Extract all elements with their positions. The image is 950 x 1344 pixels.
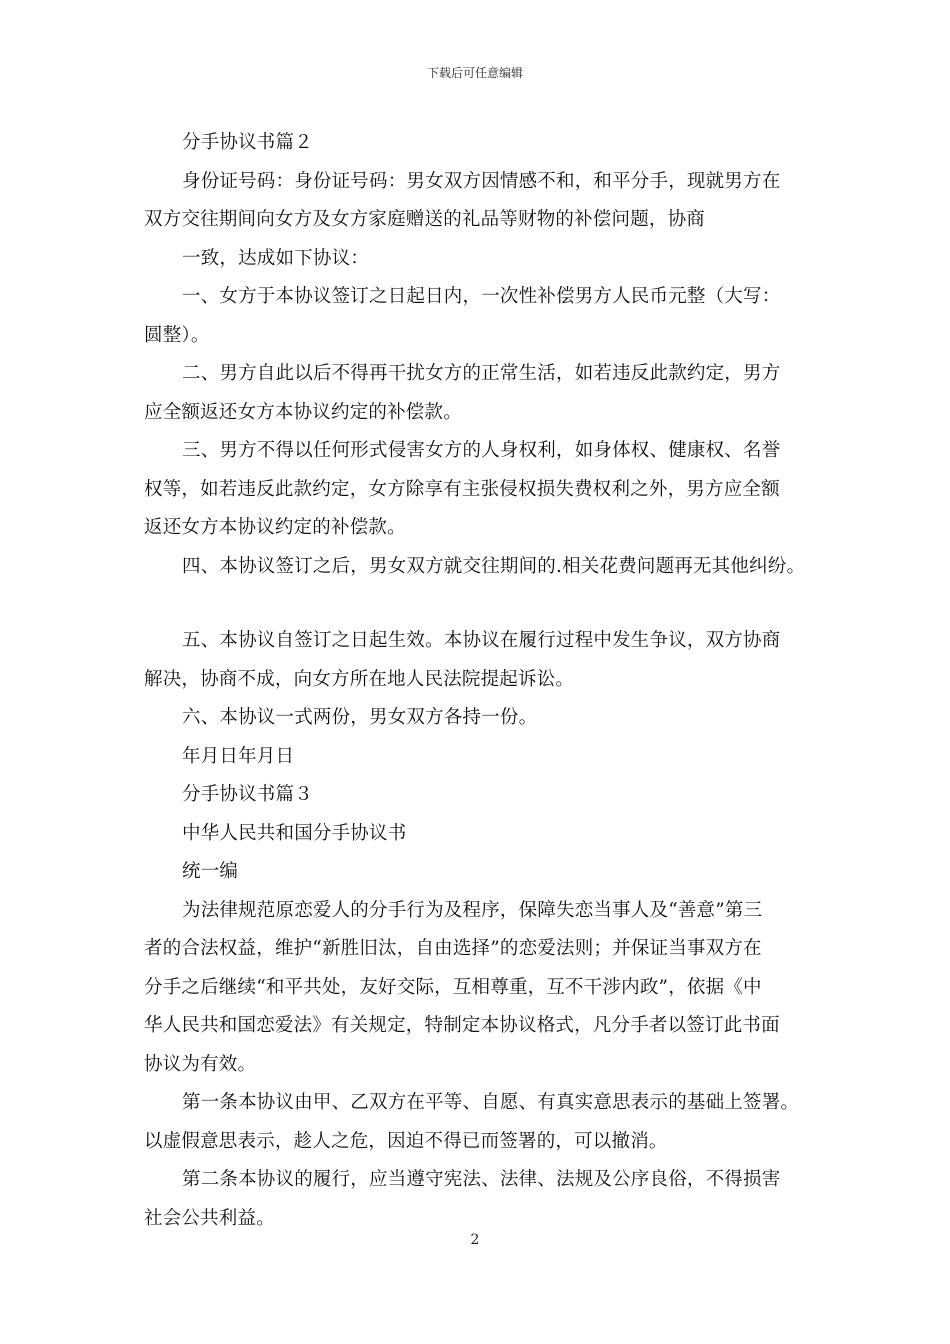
date-line: 年月日年月日 — [182, 745, 295, 767]
paragraph-line: 以虚假意思表示，趁人之危，因迫不得已而签署的，可以撤消。 — [144, 1130, 668, 1152]
paragraph-line: 三、男方不得以任何形式侵害女方的人身权利，如身体权、健康权、名誉 — [182, 440, 781, 461]
paragraph-line: 身份证号码：身份证号码：男女双方因情感不和，和平分手，现就男方在 — [182, 170, 781, 192]
paragraph-line: 华人民共和国恋爱法》有关规定，特制定本协议格式，凡分手者以签订此书面 — [144, 1015, 780, 1036]
paragraph-line: 返还女方本协议约定的补偿款。 — [144, 517, 406, 538]
paragraph-line: 第二条本协议的履行，应当遵守宪法、法律、法规及公序良俗，不得损害 — [182, 1169, 781, 1190]
section-title: 分手协议书篇３ — [182, 784, 313, 805]
paragraph-line: 双方交往期间向女方及女方家庭赠送的礼品等财物的补偿问题，协商 — [144, 209, 706, 230]
paragraph-line: 五、本协议自签订之日起生效。本协议在履行过程中发生争议，双方协商 — [182, 630, 781, 651]
paragraph-line: 权等，如若违反此款约定，女方除享有主张侵权损失费权利之外，男方应全额 — [144, 478, 780, 500]
document-body — [144, 124, 808, 1238]
paragraph-line: 一、女方于本协议签订之日起日内，一次性补偿男方人民币元整（大写： — [182, 286, 781, 307]
page-header: 下载后可任意编辑 — [426, 66, 523, 80]
paragraph-gap — [144, 586, 808, 622]
paragraph-line: 分手之后继续“和平共处，友好交际，互相尊重，互不干涉内政”，依据《中 — [144, 976, 762, 998]
paragraph-line: 六、本协议一式两份，男女双方各持一份。 — [182, 707, 538, 728]
paragraph-line: 应全额返还女方本协议约定的补偿款。 — [144, 401, 462, 423]
paragraph-line: 为法律规范原恋爱人的分手行为及程序，保障失恋当事人及“善意”第三 — [182, 899, 763, 921]
paragraph-line: 社会公共利益。 — [144, 1207, 275, 1229]
paragraph-line: 解决，协商不成，向女方所在地人民法院提起诉讼。 — [144, 668, 575, 690]
paragraph-line: 一致，达成如下协议： — [182, 247, 370, 269]
paragraph-line: 协议为有效。 — [144, 1053, 257, 1075]
paragraph-line: 圆整）。 — [144, 324, 210, 346]
paragraph-line: 二、男方自此以后不得再干扰女方的正常生活，如若违反此款约定，男方 — [182, 363, 781, 384]
paragraph-line: 第一条本协议由甲、乙双方在平等、自愿、有真实意思表示的基础上签署。 — [182, 1092, 800, 1113]
page-number: 2 — [470, 1232, 480, 1248]
paragraph-line: 四、本协议签订之后，男女双方就交往期间的.相关花费问题再无其他纠纷。 — [182, 555, 806, 577]
document-title: 中华人民共和国分手协议书 — [182, 822, 407, 844]
paragraph-line: 者的合法权益，维护“新胜旧汰，自由选择”的恋爱法则；并保证当事双方在 — [144, 938, 762, 959]
paragraph-line: 统一编 — [182, 861, 239, 882]
section-title: 分手协议书篇２ — [182, 132, 313, 153]
